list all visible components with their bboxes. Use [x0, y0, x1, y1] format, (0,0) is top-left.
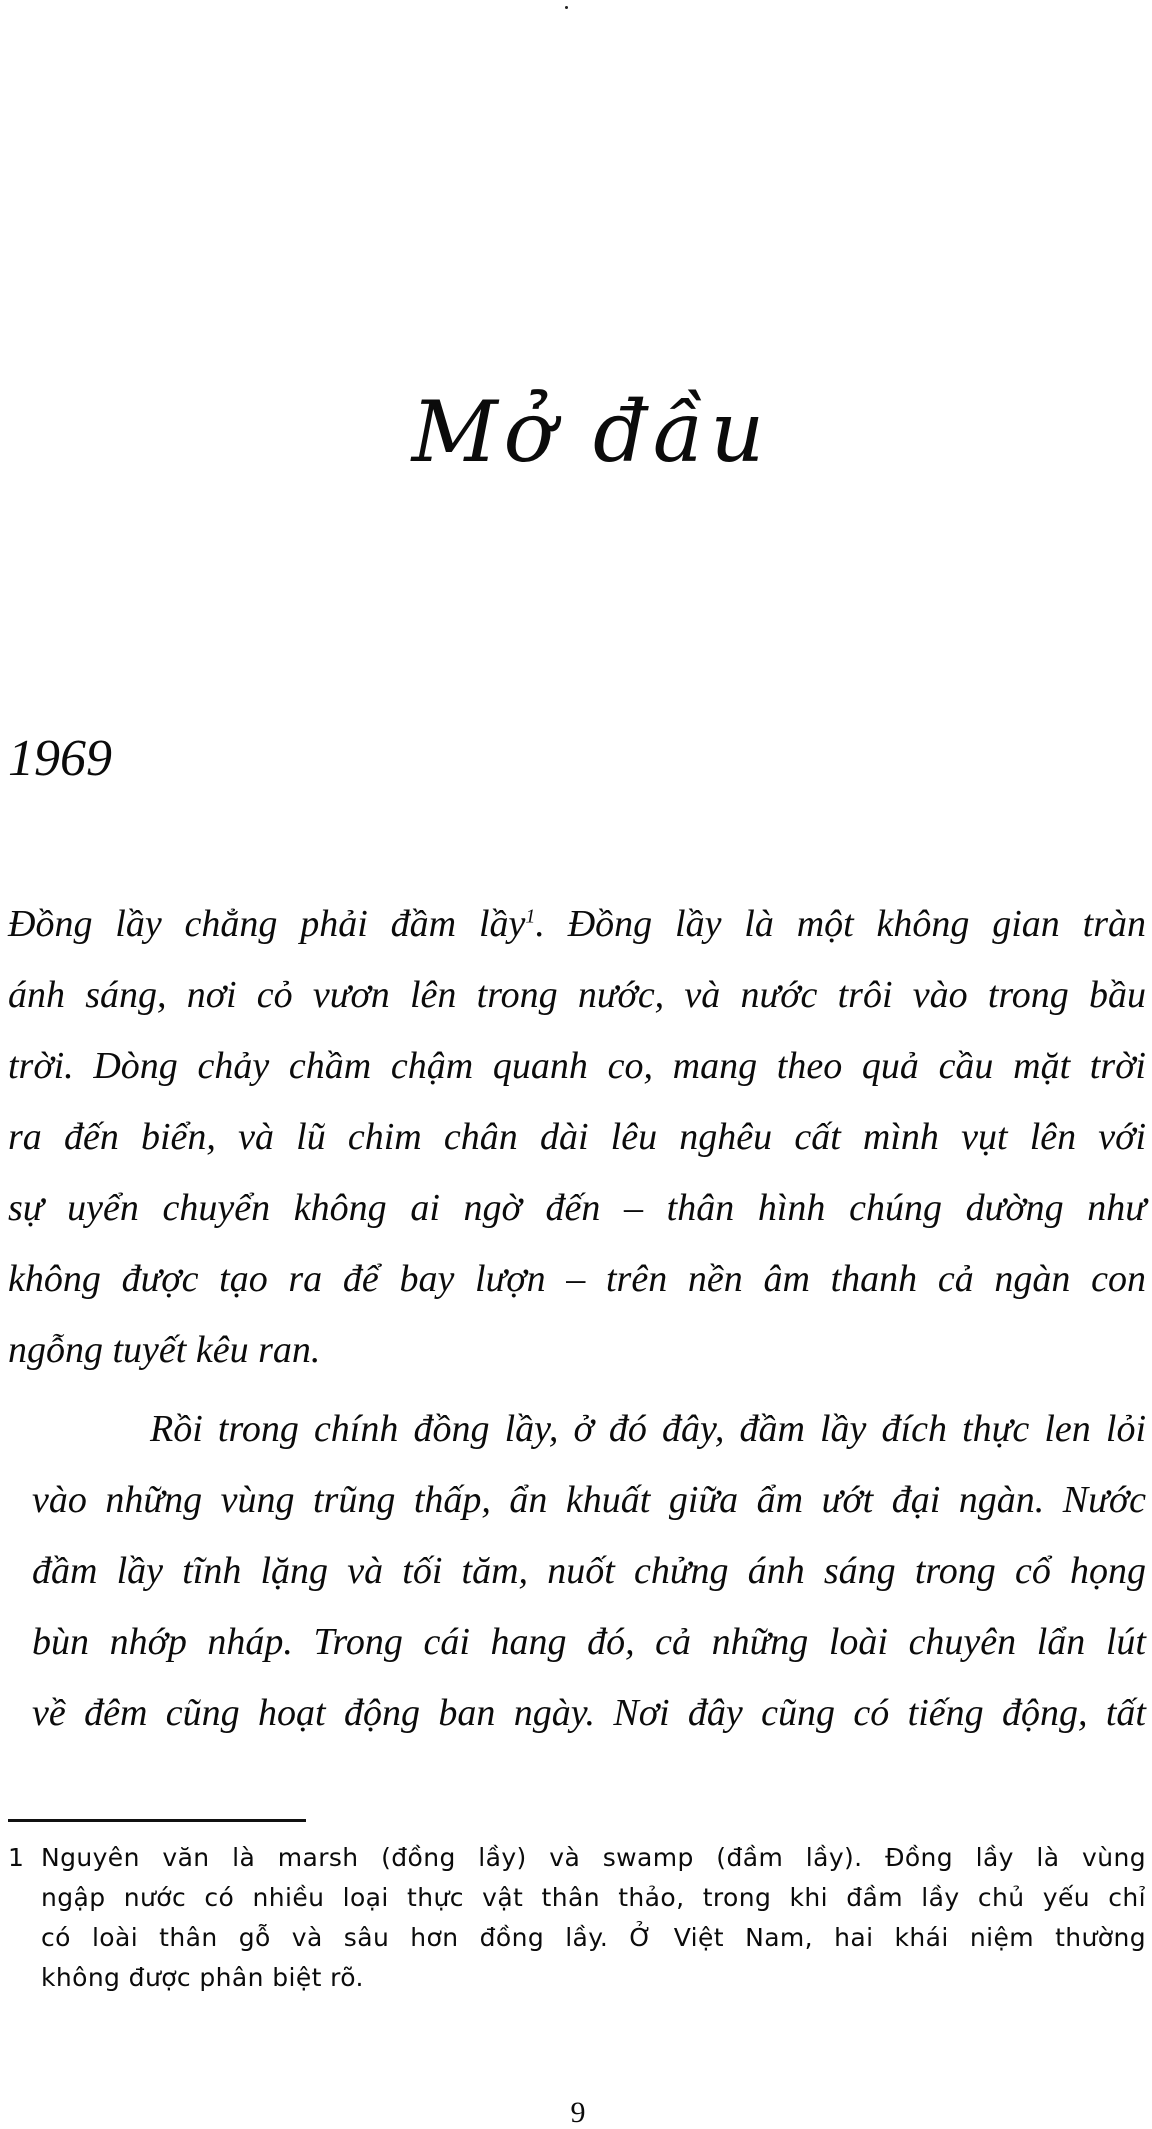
footnote-reference[interactable]: 1	[525, 905, 536, 928]
footnote	[8, 1838, 1146, 1998]
body-line: không được tạo ra để bay lượn – trên nền âm thanh cả ngàn con	[8, 1258, 1146, 1300]
body-line: ngỗng tuyết kêu ran.	[8, 1329, 321, 1371]
footnote-line: có loài thân gỗ và sâu hơn đồng lầy. Ở Việt Nam, hai khái niệm thường	[41, 1923, 1146, 1952]
footnote-line: Nguyên văn là marsh (đồng lầy) và swamp (đầm lầy). Đồng lầy là vùng	[41, 1843, 1146, 1872]
body-line: đầm lầy tĩnh lặng và tối tăm, nuốt chửng ánh sáng trong cổ họng	[32, 1550, 1146, 1592]
body-line: về đêm cũng hoạt động ban ngày. Nơi đây cũng có tiếng động, tất	[32, 1692, 1146, 1734]
body-line: vào những vùng trũng thấp, ẩn khuất giữa ẩm ướt đại ngàn. Nước	[32, 1479, 1146, 1521]
footnote-line: không được phân biệt rõ.	[41, 1963, 364, 1992]
body-line: bùn nhớp nháp. Trong cái hang đó, cả những loài chuyên lẩn lút	[32, 1621, 1146, 1663]
page-number: 9	[570, 2096, 586, 2129]
body-line: ánh sáng, nơi cỏ vươn lên trong nước, và nước trôi vào trong bầu	[8, 974, 1146, 1016]
footnote-number: 1	[8, 1843, 25, 1872]
body-line: trời. Dòng chảy chầm chậm quanh co, mang theo quả cầu mặt trời	[8, 1045, 1146, 1087]
scan-speck	[565, 6, 568, 9]
footnote-text	[41, 1838, 1146, 1998]
footnote-divider	[8, 1819, 306, 1822]
body-line: ra đến biển, và lũ chim chân dài lêu nghêu cất mình vụt lên với	[8, 1116, 1146, 1158]
footnote-line: ngập nước có nhiều loại thực vật thân thảo, trong khi đầm lầy chủ yếu chỉ	[41, 1883, 1146, 1912]
paragraph-1	[8, 889, 1146, 1386]
body-line: Đồng lầy chẳng phải đầm lầy$^1$. Đồng lầy là một không gian tràn	[8, 903, 1146, 945]
chapter-title: Mở đầu	[411, 383, 771, 481]
section-year-heading: 1969	[8, 730, 112, 787]
body-line: Rồi trong chính đồng lầy, ở đó đây, đầm lầy đích thực len lỏi	[150, 1408, 1146, 1450]
paragraph-2	[8, 1394, 1146, 1749]
body-text	[8, 889, 1146, 1749]
body-line: sự uyển chuyển không ai ngờ đến – thân hình chúng dường như	[8, 1187, 1146, 1229]
